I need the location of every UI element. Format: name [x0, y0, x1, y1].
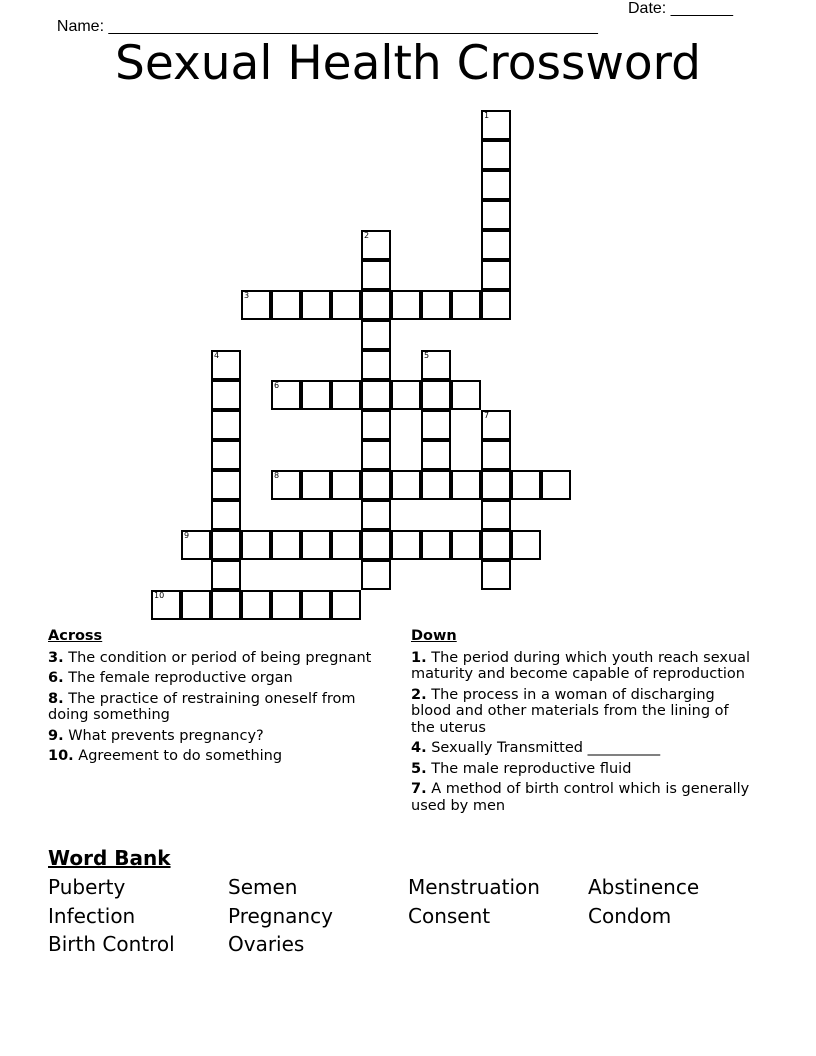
grid-cell[interactable]: [421, 350, 451, 380]
across-clue: [48, 691, 393, 724]
word-bank: [48, 845, 768, 959]
grid-cell[interactable]: [271, 380, 301, 410]
grid-cell[interactable]: [421, 290, 451, 320]
down-clue: [411, 740, 751, 757]
across-heading: Across: [48, 628, 103, 644]
clue-number: 1.: [411, 649, 427, 666]
grid-cell[interactable]: [181, 530, 211, 560]
clue-number: 5: [424, 351, 430, 360]
across-clue: [48, 650, 393, 667]
down-clue-list: [411, 650, 751, 815]
clue-number: 4.: [411, 740, 427, 756]
down-clue: [411, 650, 751, 683]
across-clues: [48, 628, 393, 769]
down-clue: [411, 781, 751, 814]
grid-cell[interactable]: [271, 290, 301, 320]
down-clue: [411, 761, 751, 778]
across-clue: [48, 748, 393, 765]
grid-cell[interactable]: [211, 560, 241, 590]
grid-cell[interactable]: [361, 500, 391, 530]
grid-cell[interactable]: [481, 170, 511, 200]
name-field[interactable]: Name: _______________________________________________________: [56, 18, 598, 35]
word-bank-word: Abstinence: [588, 875, 700, 899]
clue-number: 10.: [48, 748, 74, 764]
clue-number: 2: [364, 231, 370, 240]
date-field[interactable]: Date: _______: [628, 0, 733, 17]
grid-cell[interactable]: [211, 410, 241, 440]
grid-cell[interactable]: [361, 350, 391, 380]
grid-cell[interactable]: [421, 530, 451, 560]
grid-cell[interactable]: [481, 470, 511, 500]
clue-number: 5.: [411, 760, 427, 777]
grid-cell[interactable]: [451, 380, 481, 410]
clue-number: 6: [274, 381, 280, 390]
grid-cell[interactable]: [541, 470, 571, 500]
grid-cell[interactable]: [211, 470, 241, 500]
across-clue: [48, 728, 393, 745]
grid-cell[interactable]: [331, 470, 361, 500]
grid-cell[interactable]: [361, 230, 391, 260]
clue-text: The process in a woman of discharging blood and other materials from the lining of the uterus: [411, 686, 729, 736]
grid-cell[interactable]: [481, 140, 511, 170]
grid-cell[interactable]: [481, 110, 511, 140]
clue-text: Agreement to do something: [73, 748, 283, 764]
clue-text: What prevents pregnancy?: [63, 727, 264, 744]
clue-number: 10: [154, 591, 165, 600]
clue-number: 4: [214, 351, 220, 360]
grid-cell[interactable]: [211, 590, 241, 620]
grid-cell[interactable]: [301, 470, 331, 500]
word-bank-title: Word Bank: [48, 846, 171, 870]
page-title: Sexual Health Crossword: [115, 36, 701, 91]
down-heading: Down: [411, 628, 457, 644]
grid-cell[interactable]: [361, 260, 391, 290]
grid-cell[interactable]: [421, 440, 451, 470]
grid-cell[interactable]: [181, 590, 211, 620]
grid-cell[interactable]: [481, 260, 511, 290]
grid-cell[interactable]: [211, 440, 241, 470]
clue-number: 3.: [48, 649, 64, 666]
grid-cell[interactable]: [331, 290, 361, 320]
clue-number: 7.: [411, 781, 427, 797]
grid-cell[interactable]: [481, 500, 511, 530]
grid-cell[interactable]: [241, 290, 271, 320]
grid-cell[interactable]: [151, 590, 181, 620]
grid-cell[interactable]: [301, 590, 331, 620]
word-bank-word: Menstruation: [408, 875, 540, 899]
grid-cell[interactable]: [301, 380, 331, 410]
clue-text: The condition or period of being pregnant: [63, 649, 372, 666]
grid-cell[interactable]: [391, 380, 421, 410]
grid-cell[interactable]: [481, 530, 511, 560]
grid-cell[interactable]: [211, 500, 241, 530]
clue-number: 8: [274, 471, 280, 480]
clue-number: 9: [184, 531, 190, 540]
word-bank-word: Consent: [408, 903, 491, 928]
grid-cell[interactable]: [511, 470, 541, 500]
across-clue-list: [48, 650, 393, 765]
clue-text: The period during which youth reach sexual maturity and become capable of reproduction: [411, 649, 751, 682]
word-bank-word: Condom: [588, 903, 672, 928]
grid-cell[interactable]: [271, 530, 301, 560]
grid-cell[interactable]: [331, 590, 361, 620]
grid-cell[interactable]: [421, 410, 451, 440]
grid-cell[interactable]: [421, 470, 451, 500]
clue-text: A method of birth control which is generally used by men: [411, 781, 750, 814]
grid-cell[interactable]: [451, 470, 481, 500]
across-clue: [48, 670, 393, 687]
grid-cell[interactable]: [451, 530, 481, 560]
grid-cell[interactable]: [241, 530, 271, 560]
grid-cell[interactable]: [271, 470, 301, 500]
grid-cell[interactable]: [391, 530, 421, 560]
grid-cell[interactable]: [211, 530, 241, 560]
clue-number: 7: [484, 411, 490, 420]
clue-number: 2.: [411, 686, 427, 703]
grid-cell[interactable]: [241, 590, 271, 620]
grid-cell[interactable]: [331, 530, 361, 560]
grid-cell[interactable]: [481, 440, 511, 470]
grid-cell[interactable]: [361, 380, 391, 410]
grid-cell[interactable]: [361, 470, 391, 500]
grid-cell[interactable]: [361, 440, 391, 470]
clue-text: Sexually Transmitted __________: [426, 740, 661, 756]
word-bank-word: Puberty: [48, 875, 126, 899]
grid-cell[interactable]: [301, 530, 331, 560]
grid-cell[interactable]: [211, 380, 241, 410]
grid-cell[interactable]: [451, 290, 481, 320]
down-clues: [411, 628, 751, 818]
clue-number: 6.: [48, 670, 64, 686]
clue-text: The female reproductive organ: [63, 670, 293, 686]
grid-cell[interactable]: [511, 530, 541, 560]
clue-number: 1: [484, 111, 490, 120]
word-bank-list: [48, 873, 768, 959]
grid-cell[interactable]: [271, 590, 301, 620]
grid-cell[interactable]: [391, 290, 421, 320]
word-bank-word: Infection: [48, 903, 136, 928]
word-bank-word: Pregnancy: [228, 903, 333, 928]
clue-number: 9.: [48, 727, 64, 744]
grid-cell[interactable]: [481, 200, 511, 230]
grid-cell[interactable]: [481, 410, 511, 440]
clue-text: The practice of restraining oneself from doing something: [48, 690, 356, 723]
clue-number: 8.: [48, 690, 64, 707]
grid-cell[interactable]: [331, 380, 361, 410]
grid-cell[interactable]: [481, 290, 511, 320]
grid-cell[interactable]: [481, 560, 511, 590]
grid-cell[interactable]: [391, 470, 421, 500]
grid-cell[interactable]: [361, 290, 391, 320]
grid-cell[interactable]: [481, 230, 511, 260]
grid-cell[interactable]: [361, 560, 391, 590]
grid-cell[interactable]: [211, 350, 241, 380]
word-bank-word: Semen: [228, 875, 298, 899]
grid-cell[interactable]: [361, 410, 391, 440]
clue-text: The male reproductive fluid: [426, 760, 632, 777]
word-bank-word: Birth Control: [48, 932, 175, 956]
grid-cell[interactable]: [361, 530, 391, 560]
grid-cell[interactable]: [301, 290, 331, 320]
down-clue: [411, 687, 751, 737]
clue-number: 3: [244, 291, 250, 300]
word-bank-word: Ovaries: [228, 932, 305, 956]
grid-cell[interactable]: [361, 320, 391, 350]
grid-cell[interactable]: [421, 380, 451, 410]
